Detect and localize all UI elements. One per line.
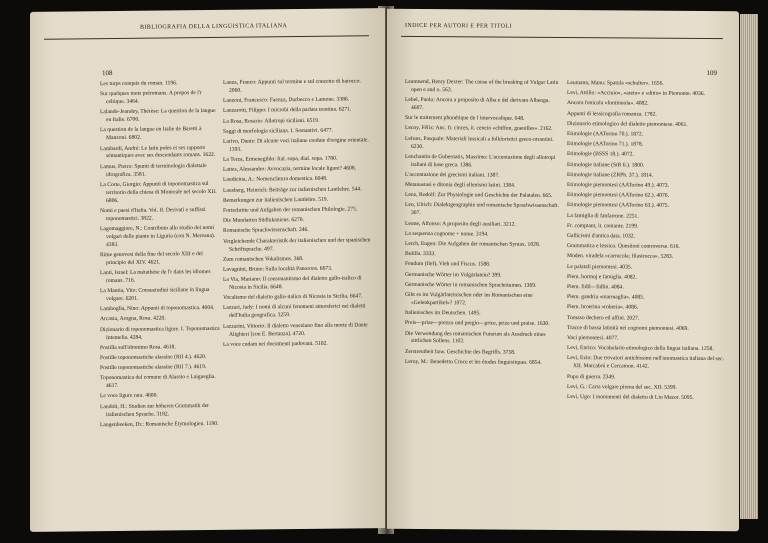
- index-entry: Rime genovesi della fine del secolo XIII e del principio del XIV. 4621.: [100, 250, 203, 266]
- index-entry: Lefons, Pasquale: Materiali lessicali a folkloristici greco-otrantini. 6230.: [405, 135, 554, 150]
- right-column-2: [567, 80, 729, 405]
- index-entry: Les turps conquis du roman. 1196.: [100, 80, 178, 88]
- index-entry: Piem. broerina «roberia». 4086.: [567, 304, 639, 311]
- index-entry: Zum romanischen Vokalismus. 368.: [223, 255, 304, 263]
- index-entry: Leumann, Manu: Spatula «schulter». 1656.: [567, 80, 664, 87]
- index-entry: Germanische Wörter in romanischen Sprachräumen. 1369.: [405, 281, 537, 289]
- index-entry: Lazzari, Jady: I nomi di alcuni fenomeni atmosferici nei dialetti dell'Italia geografica. 3259.: [223, 303, 366, 320]
- index-entry: La voce cudam nei documenti padovani. 5102.: [223, 340, 328, 348]
- index-entry: Levi, Ezio: Due trovatori antichissimi nell'onomastica italiana del sec. XII. Marcabrú e Cercamon. 4142.: [567, 355, 724, 370]
- index-entry: Dizionario di toponomastica ligure. I. Toponomastica Intemelia. 4284.: [100, 325, 220, 341]
- index-entry: La Corte, Giorgio: Appunti di toponomastica sul territorio della chiesa di Monreale nel secolo XII. 6806.: [100, 180, 217, 204]
- index-entry: Lalande-Jeandey, Thérèse: La question de la langue en Italie. 6700.: [100, 108, 216, 124]
- index-entry: Lanza, Franco: Appunti sul termine e sul concetto di barocco. 2060.: [223, 78, 361, 94]
- index-entry: Bulilla. 3333.: [405, 251, 436, 258]
- index-entry: Saggi di morfologia siciliana. I. Sostantivi. 6477.: [223, 127, 333, 135]
- index-entry: Lavagnini, Bruno: Sulla località Panoroos. 6673.: [223, 265, 333, 273]
- left-header-rule: [44, 35, 369, 39]
- index-entry: Gibt es im Vulgärlateinischen oder im Romanischen eine «Gelenkpartikel»? 1072.: [405, 291, 533, 307]
- index-entry: Postille toponomastiche alassine (RII 7.). 4619.: [100, 364, 207, 372]
- index-entry: Lebel, Paolo: Ancora a proposito di Alba e del derivato Albenga. 4607.: [405, 97, 550, 112]
- index-entry: Postilla sull'idronimo Rosa. 4618.: [100, 344, 176, 351]
- left-column-2: [223, 78, 371, 351]
- right-running-header: INDICE PER AUTORI E PER TITOLI: [405, 22, 512, 30]
- index-entry: Arcasia, Arogna, Rosa. 4220.: [100, 315, 166, 323]
- left-page-number: 108: [102, 68, 113, 78]
- index-entry: Appunti di lessicografia romanza. 1782.: [567, 110, 657, 118]
- index-entry: Lamboglia, Nino: Appunti di toponomastica. 4004.: [100, 305, 215, 313]
- index-entry: Dizionario etimologico del dialetto piemontese. 4061.: [567, 120, 688, 128]
- index-entry: Etimologie piemontesi (AATorino 49.). 4073.: [567, 182, 669, 189]
- right-page: [387, 9, 739, 531]
- index-entry: Vocalismo del dialetto gallo-italico di Nicosia in Sicilia. 6647.: [223, 293, 363, 302]
- index-entry: La Mantia, Vito: Consuetudini siciliane in lingua volgare. 6201.: [100, 287, 210, 303]
- index-entry: Zerstreutheit bzw. Geschichte des Begriffs. 3758.: [405, 348, 516, 356]
- left-page: [30, 8, 385, 532]
- right-page-number: 109: [706, 69, 717, 78]
- index-entry: Sur le traitement phonétique de f intervocalique. 648.: [405, 115, 525, 122]
- index-entry: Leamnend, Henry Dexter: The cause of the breaking of Vulgar Latin open e and o. 563.: [405, 78, 559, 94]
- index-entry: Die Mundarten Südlukaniens. 6270.: [223, 217, 304, 225]
- index-entry: Vergleichende Charakteristik der italienischen und der spanischen Schriftsprache. 497.: [223, 236, 371, 253]
- index-entry: Die Verwendung des romanischen Futurum als Ausdruck eines sittlichen Sollens. 1102.: [405, 330, 546, 345]
- left-column-1: [100, 80, 220, 432]
- index-entry: Etimologie piemontesi (AATorino 63.). 4075.: [567, 202, 669, 210]
- index-entry: Etimologie (AATorino 70.). 1872.: [567, 131, 644, 138]
- index-entry: Feudum (fief), Vieh und Fiscus. 1588.: [405, 261, 491, 268]
- index-entry: Metanastasi e ditonia degli ellenismi latini. 1384.: [405, 181, 516, 189]
- index-entry: Lausberg, Heinrich: Beiträge zur italienischen Lautlehre. 544.: [223, 186, 362, 194]
- index-entry: Leroy, M.: Benedetto Croce et les études linguistiques. 6854.: [405, 358, 542, 366]
- index-entry: Toponomastica del comune di Alassio e Laigueglia. 4617.: [100, 374, 216, 390]
- index-entry: Laudicina, A.: Nomenclatura domestica. 6048.: [223, 176, 328, 184]
- index-entry: Tomaso dechero ed affini. 2027.: [567, 314, 640, 322]
- index-entry: La question de la langue en Italie de Baretti à Manzoni. 6802.: [100, 126, 202, 142]
- index-entry: Grammatica e lessico. Questioni controverse. 616.: [567, 243, 680, 251]
- index-entry: Tracce di bassa latinità nei cognomi piemontesi. 4069.: [567, 324, 689, 332]
- right-column-1: [405, 79, 563, 370]
- index-entry: La Rosa, Rosario: Allotropi siciliani. 6519.: [223, 117, 320, 125]
- index-entry: Leone, Alfonso: A proposito degli ausiliari. 3212.: [405, 220, 516, 228]
- index-entry: Lambardi, André: Le latin poles et ses rapports sémantiques avec ses descendants romans. 1622.: [100, 144, 216, 160]
- index-entry: Etimologie italiane (StR 6.). 1800.: [567, 161, 645, 169]
- index-entry: Piem. gandria «marmaglia». 4085.: [567, 294, 645, 301]
- index-entry: Levi, Enrico: Vocabolario etimologico della lingua italiana. 1258.: [567, 345, 714, 353]
- index-entry: Levi, Attilio: «Acciuio», «areto» e «ditto» in Piemonte. 4036.: [567, 90, 705, 98]
- index-entry: Levi, Ugo: I monumenti del dialetto di Lio Mazor. 5095.: [567, 394, 694, 401]
- index-entry: Piem. bormoj e famiglia. 4082.: [567, 273, 637, 281]
- index-entry: Lamus, Pietro: Spunti di terminologia dialettale idrografica. 3581.: [100, 162, 207, 178]
- index-entry: Lanzarotti, Filippo: I microbi della parlata trentina. 6271.: [223, 106, 352, 115]
- index-entry: Pupo di guerra. 2349.: [567, 373, 616, 380]
- index-entry: La Terza, Ermenegildo: Ital. sopa, dial. sopa. 1780.: [223, 155, 338, 163]
- index-entry: La sequenza cognome + nome. 3194.: [405, 230, 489, 238]
- index-entry: Romanische Sprachwissenschaft. 246.: [223, 227, 309, 235]
- index-entry: Lenz, Rodolf: Zur Physiologie und Geschichte der Palatalen. 665.: [405, 192, 553, 200]
- index-entry: Gallicismi d'antica data. 1032.: [567, 233, 635, 240]
- index-entry: Lagomaggiore, N.: Contributo allo studio dei nomi volgari delle piante in Liguria (con N. Mereana). 4383.: [100, 224, 216, 248]
- index-entry: Fortschritte und Aufgaben der romanischen Philologie. 275.: [223, 206, 358, 214]
- page-edges: [740, 14, 758, 519]
- index-entry: Lenchantin de Gubernatis, Massimo: L'accentazione degli allotropi italiani di base greca. 1386.: [405, 153, 556, 169]
- left-running-header: BIBLIOGRAFIA DELLA LINGUISTICA ITALIANA: [140, 23, 288, 31]
- index-entry: Le palatali piemontesi. 4035.: [567, 263, 633, 271]
- index-entry: Voci piemontesi. 4077.: [567, 335, 619, 342]
- index-entry: La famiglia di fanfarrone. 2251.: [567, 212, 639, 220]
- index-entry: Germanische Wörter im Vulgärlatein? 399.: [405, 271, 502, 279]
- index-entry: Etimologie piemontesi (AATorino 62.). 4076.: [567, 192, 669, 199]
- index-entry: Ancora fonicola «fontinuola». 4082.: [567, 100, 649, 108]
- right-header-rule: [401, 36, 723, 39]
- index-entry: Italienisches im Deutschen. 1495.: [405, 309, 481, 317]
- index-entry: Larivo, Dante: Di alcune voci italiane credute d'origine orientale. 1393.: [223, 137, 369, 153]
- index-entry: La Via, Mariano: Il consonantismo del dialetto gallo-italico di Nicosia in Sicilia. 6648.: [223, 275, 362, 291]
- index-entry: Lecoy, Félix: Anc. fr. cinces, it. cencio «chiffon, guenilles». 2162.: [405, 125, 553, 133]
- index-entry: Fr. comptant, it. contante. 2199.: [567, 222, 639, 230]
- index-entry: Langenbeeken, Dr.: Romanische Etymologien. 1190.: [100, 420, 219, 428]
- index-entry: Le voce ligure rara. 4600.: [100, 392, 158, 400]
- index-entry: Leo, Ulrich: Dialektgeographie und romanische Sprachwissenschaft. 307.: [405, 202, 559, 217]
- index-entry: Etimologie (AATorino 71.). 1878.: [567, 141, 644, 148]
- index-entry: L'accentazione dei grecismi italiani. 1387.: [405, 171, 500, 179]
- index-entry: Lanzoni, Francesco: Faenza, Durbecco e Lamone. 3386.: [223, 96, 350, 104]
- index-entry: Landolt, H.: Studien zur höheren Grammatik der italienischen Sprache. 3182.: [100, 402, 210, 418]
- index-entry: Levi, G.: Carta volgare pirena del sec. XII. 5399.: [567, 383, 677, 391]
- index-entry: Lattes, Alessandro: Avvocazia, termine locale ligure? 4608.: [223, 165, 357, 174]
- index-entry: Sur quelques mots préromans. A propos de l'r celtique. 3464.: [100, 90, 202, 106]
- index-entry: Etimologie italiane (ZRPh. 37.). 1814.: [567, 171, 654, 179]
- index-entry: Lerch, Eugen: Die Aufgaben der romanischen Syntax. 1028.: [405, 240, 541, 248]
- index-entry: Postille toponomastiche alassine (RII 4.). 4620.: [100, 353, 207, 362]
- index-entry: Preis—prize—prezzo und pregio—price, prize und praise. 1630.: [405, 320, 550, 328]
- index-entry: Moden. viradela «carrucola; filastrocca». 5283.: [567, 253, 674, 261]
- index-entry: Bemerkungen zur italienischen Lautlehre. 519.: [223, 196, 329, 204]
- index-entry: Lanti, Israel: La métathèse de l'r dans les idiomes romans. 716.: [100, 268, 211, 284]
- index-entry: Nomi e paesi d'Italia. Vol. II. Derivati e suffissi toponomastici. 3822.: [100, 206, 206, 222]
- index-entry: Lazzarini, Vittorio: Il dialetto veneziano fino alla morte di Dante Alighieri [con E. Bertanza]. 4720.: [223, 321, 368, 338]
- index-entry: Etimologie (BSSS 18.). 4072.: [567, 151, 634, 158]
- index-entry: Piem. fidil—fidlin. 4084.: [567, 284, 624, 291]
